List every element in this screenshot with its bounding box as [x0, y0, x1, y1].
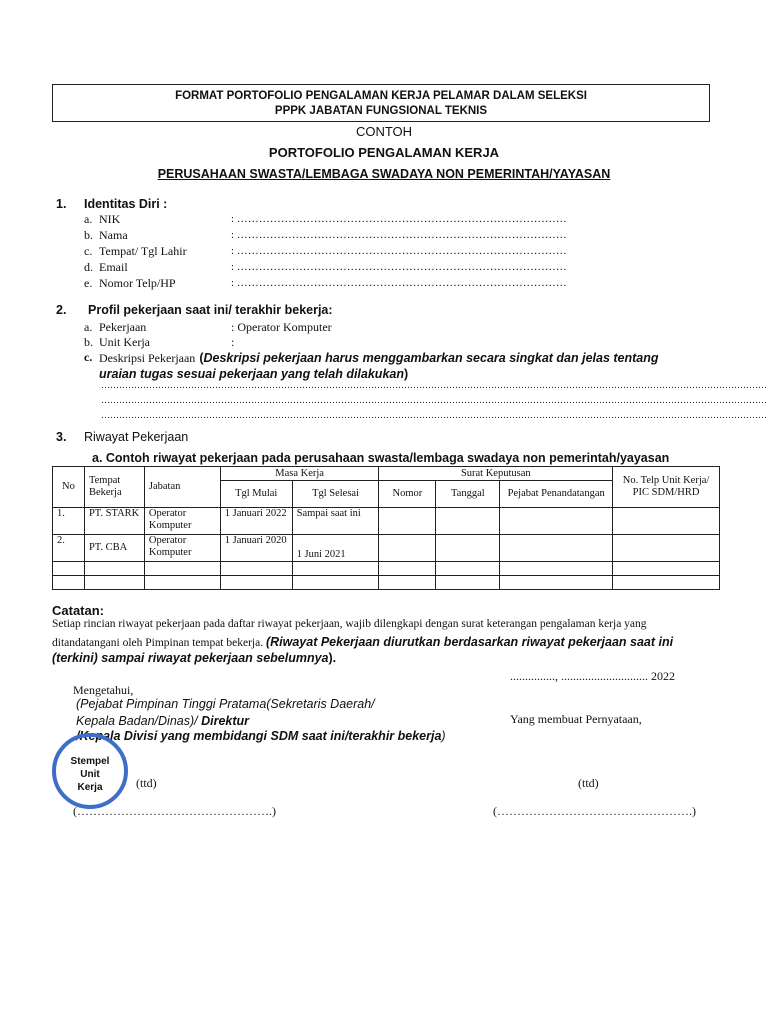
empty-cell[interactable]	[220, 576, 292, 590]
row-2-no: 2.	[53, 535, 85, 562]
header-tgl-selesai: Tgl Selesai	[292, 481, 379, 508]
description-dots-2[interactable]: ……………………………………………………………………………………………………………………………………………………………………………………………………	[101, 395, 767, 405]
row-2-pejabat[interactable]	[500, 535, 613, 562]
header-line-2: PPPK JABATAN FUNGSIONAL TEKNIS	[274, 105, 488, 117]
identity-label-nama: Nama	[99, 228, 128, 242]
table-row	[53, 508, 720, 535]
profile-description-label: Deskripsi Pekerjaan (Deskripsi pekerjaan harus menggambarkan secara singkat dan jelas tentang	[99, 351, 659, 365]
header-line-1: FORMAT PORTOFOLIO PENGALAMAN KERJA PELAMAR DALAM SELEKSI	[175, 90, 587, 102]
table-header-row-1	[53, 467, 720, 481]
identity-value-nik[interactable]: : ………………………………………………………………………………	[231, 213, 567, 225]
stamp-line-3: Kerja	[77, 782, 103, 793]
ttd-left: (ttd)	[136, 776, 157, 790]
section-1-number: 1.	[56, 197, 67, 211]
table-row-empty	[53, 576, 720, 590]
row-2-tanggal[interactable]	[436, 535, 500, 562]
document-subtitle: PERUSAHAAN SWASTA/LEMBAGA SWADAYA NON PEMERINTAH/YAYASAN	[157, 167, 611, 181]
empty-cell[interactable]	[220, 562, 292, 576]
identity-label-phone: Nomor Telp/HP	[99, 276, 176, 290]
section-1-title: Identitas Diri :	[84, 197, 168, 211]
row-1-pejabat[interactable]	[500, 508, 613, 535]
empty-cell[interactable]	[500, 576, 613, 590]
empty-cell[interactable]	[84, 562, 144, 576]
section-3-title: Riwayat Pekerjaan	[84, 430, 189, 444]
profile-letter-a: a.	[84, 320, 93, 334]
catatan-line-3: (terkini) sampai riwayat pekerjaan sebelumnya).	[52, 651, 337, 665]
row-1-tanggal[interactable]	[436, 508, 500, 535]
profile-value-unit-kerja: :	[231, 335, 235, 349]
table-row	[53, 535, 720, 562]
identity-letter-b: b.	[84, 228, 93, 242]
row-1-telp[interactable]	[613, 508, 720, 535]
header-box	[52, 84, 710, 122]
catatan-line-1: Setiap rincian riwayat pekerjaan pada daftar riwayat pekerjaan, wajib dilengkapi dengan surat keterangan pengalaman kerja yang	[52, 618, 647, 630]
profile-label-pekerjaan: Pekerjaan	[99, 320, 147, 334]
section-2-number: 2.	[56, 303, 67, 317]
document-title: PORTOFOLIO PENGALAMAN KERJA	[268, 145, 500, 160]
catatan-line-2: ditandatangani oleh Pimpinan tempat bekerja. (Riwayat Pekerjaan diurutkan berdasarkan riwayat pekerjaan saat ini	[52, 635, 674, 649]
empty-cell[interactable]	[613, 576, 720, 590]
header-surat-keputusan: Surat Keputusan	[379, 467, 613, 481]
identity-value-phone[interactable]: : ………………………………………………………………………………	[231, 277, 567, 289]
mengetahui-line-3: /Kepala Divisi yang membidangi SDM saat ini/terakhir bekerja)	[76, 729, 446, 743]
pernyataan-label: Yang membuat Pernyataan,	[510, 712, 642, 726]
catatan-title: Catatan:	[52, 603, 105, 618]
ttd-right: (ttd)	[578, 776, 599, 790]
description-dots-3[interactable]: ……………………………………………………………………………………………………………………………………………………………………………………………………	[101, 410, 767, 420]
contoh-label: CONTOH	[355, 124, 413, 139]
mengetahui-label: Mengetahui,	[73, 683, 134, 697]
header-tempat-bekerja: Tempat Bekerja	[84, 467, 144, 508]
section-3-subtitle: a. Contoh riwayat pekerjaan pada perusahaan swasta/lembaga swadaya non pemerintah/yayasan	[92, 451, 670, 465]
empty-cell[interactable]	[379, 576, 436, 590]
identity-letter-c: c.	[84, 244, 93, 258]
stamp-line-1: Stempel	[70, 756, 110, 767]
date-line[interactable]: ..............., ............................. 2022	[510, 669, 675, 683]
identity-letter-d: d.	[84, 260, 93, 274]
row-1-nomor[interactable]	[379, 508, 436, 535]
row-2-mulai: 1 Januari 2020	[220, 535, 292, 562]
identity-letter-a: a.	[84, 212, 93, 226]
header-nomor: Nomor	[379, 481, 436, 508]
profile-description-line-2: uraian tugas sesuai pekerjaan yang telah dilakukan)	[99, 367, 409, 381]
empty-cell[interactable]	[84, 576, 144, 590]
header-pejabat: Pejabat Penandatangan	[500, 481, 613, 508]
empty-cell[interactable]	[292, 576, 379, 590]
table-row-empty	[53, 562, 720, 576]
empty-cell[interactable]	[53, 576, 85, 590]
identity-value-ttl[interactable]: : ………………………………………………………………………………	[231, 245, 567, 257]
identity-value-nama[interactable]: : ………………………………………………………………………………	[231, 229, 567, 241]
empty-cell[interactable]	[292, 562, 379, 576]
row-1-jabatan: Operator Komputer	[144, 508, 220, 535]
header-tgl-mulai: Tgl Mulai	[220, 481, 292, 508]
row-2-selesai: 1 Juni 2021	[292, 535, 379, 562]
section-3-number: 3.	[56, 430, 67, 444]
empty-cell[interactable]	[53, 562, 85, 576]
stamp-line-2: Unit	[80, 769, 100, 780]
empty-cell[interactable]	[500, 562, 613, 576]
header-jabatan: Jabatan	[144, 467, 220, 508]
mengetahui-line-2: Kepala Badan/Dinas)/ Direktur	[76, 714, 250, 728]
row-2-telp[interactable]	[613, 535, 720, 562]
mengetahui-line-1: (Pejabat Pimpinan Tinggi Pratama(Sekretaris Daerah/	[76, 697, 375, 711]
empty-cell[interactable]	[379, 562, 436, 576]
description-dots-1[interactable]: ……………………………………………………………………………………………………………………………………………………………………………………………………	[101, 380, 767, 390]
identity-label-email: Email	[99, 260, 128, 274]
header-masa-kerja: Masa Kerja	[220, 467, 379, 481]
profile-letter-b: b.	[84, 335, 93, 349]
profile-letter-c: c.	[84, 350, 93, 364]
row-1-no: 1.	[53, 508, 85, 535]
profile-label-unit-kerja: Unit Kerja	[99, 335, 150, 349]
profile-value-pekerjaan: : Operator Komputer	[231, 320, 332, 334]
empty-cell[interactable]	[144, 562, 220, 576]
row-1-mulai: 1 Januari 2022	[220, 508, 292, 535]
identity-letter-e: e.	[84, 276, 93, 290]
header-tanggal: Tanggal	[436, 481, 500, 508]
row-2-nomor[interactable]	[379, 535, 436, 562]
header-no-telp: No. Telp Unit Kerja/ PIC SDM/HRD	[613, 467, 720, 508]
identity-label-ttl: Tempat/ Tgl Lahir	[99, 244, 187, 258]
row-2-tempat: PT. CBA	[84, 535, 144, 562]
row-1-selesai: Sampai saat ini	[292, 508, 379, 535]
work-history-table	[52, 466, 720, 590]
row-2-jabatan: Operator Komputer	[144, 535, 220, 562]
empty-cell[interactable]	[144, 576, 220, 590]
signature-right[interactable]: (………………………………………….)	[493, 804, 696, 818]
empty-cell[interactable]	[436, 562, 500, 576]
empty-cell[interactable]	[436, 576, 500, 590]
header-no: No	[53, 467, 85, 508]
identity-label-nik: NIK	[99, 212, 121, 226]
stamp-circle	[52, 733, 128, 809]
row-1-tempat: PT. STARK	[84, 508, 144, 535]
section-2-title: Profil pekerjaan saat ini/ terakhir bekerja:	[88, 303, 333, 317]
signature-left[interactable]: (………………………………………….)	[73, 804, 276, 818]
identity-value-email[interactable]: : ………………………………………………………………………………	[231, 261, 567, 273]
empty-cell[interactable]	[613, 562, 720, 576]
